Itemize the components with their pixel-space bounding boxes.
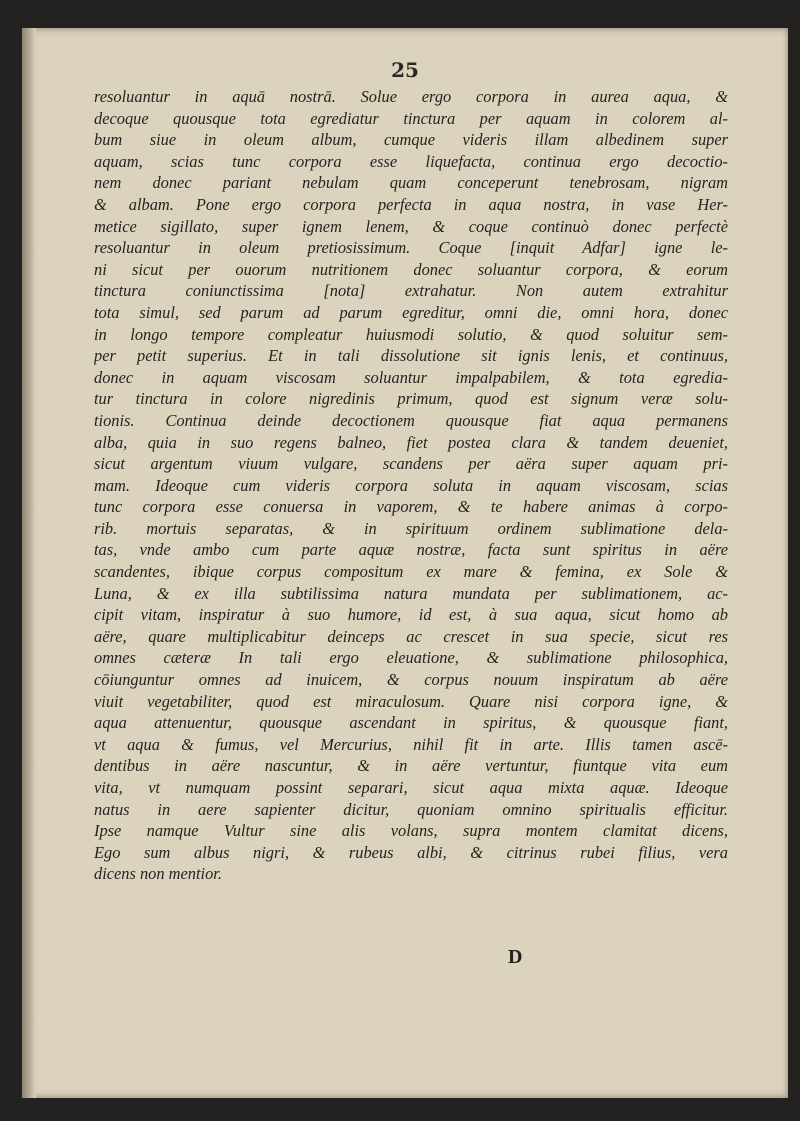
text-line: resoluantur in aquā nostrā. Solue ergo corpora in aurea aqua, & bbox=[94, 87, 728, 106]
text-line: sicut argentum viuum vulgare, scandens per aëra super aquam pri- bbox=[94, 454, 728, 474]
text-line: omnes cæteræ In tali ergo eleuatione, & sublimatione philosophica, bbox=[94, 648, 728, 668]
text-line: tunc corpora esse conuersa in vaporem, & te habere animas à corpo- bbox=[94, 497, 728, 517]
text-line: Ipse namque Vultur sine alis volans, supra montem clamitat dicens, bbox=[94, 821, 728, 841]
text-line: nem donec pariant nebulam quam conceperunt tenebrosam, nigram bbox=[94, 173, 728, 193]
text-line: metice sigillato, super ignem lenem, & coque continuò donec perfectè bbox=[94, 216, 728, 236]
text-line: aëre, quare multiplicabitur deinceps ac crescet in sua specie, sicut res bbox=[94, 626, 728, 646]
text-line: mam. Ideoque cum videris corpora soluta in aquam viscosam, scias bbox=[94, 475, 728, 495]
text-line: dentibus in aëre nascuntur, & in aëre vertuntur, fiuntque vita eum bbox=[94, 756, 728, 776]
text-line: viuit vegetabiliter, quod est miraculosum. Quare nisi corpora igne, & bbox=[94, 691, 728, 711]
text-line: bum siue in oleum album, cumque videris illam albedinem super bbox=[94, 130, 728, 150]
text-line: alba, quia in suo regens balneo, fiet postea clara & tandem deueniet, bbox=[94, 432, 728, 452]
text-line: tas, vnde ambo cum parte aquæ nostræ, facta sunt spiritus in aëre bbox=[94, 540, 728, 560]
page-number: 25 bbox=[391, 58, 419, 82]
text-line: tionis. Continua deinde decoctionem quousque fiat aqua permanens bbox=[94, 410, 728, 430]
body-text bbox=[94, 86, 728, 885]
text-line: vita, vt numquam possint separari, sicut aqua mixta aquæ. Ideoque bbox=[94, 778, 728, 797]
text-line: in longo tempore compleatur huiusmodi solutio, & quod soluitur sem- bbox=[94, 324, 728, 344]
text-line: tur tinctura in colore nigredinis primum, quod est signum veræ solu- bbox=[94, 389, 728, 409]
text-line: decoque quousque tota egrediatur tinctura per aquam in colorem al- bbox=[94, 108, 728, 128]
text-line: tinctura coniunctissima [nota] extrahatur. Non autem extrahitur bbox=[94, 281, 728, 301]
text-line: cipit vitam, inspiratur à suo humore, id est, à sua aqua, sicut homo ab bbox=[94, 605, 728, 625]
text-line: rib. mortuis separatas, & in spirituum ordinem sublimatione dela- bbox=[94, 518, 728, 538]
text-line: dicens non mentior. bbox=[94, 864, 222, 884]
text-line: per petit superius. Et in tali dissolutione sit ignis lenis, et continuus, bbox=[94, 346, 728, 366]
text-line: donec in aquam viscosam soluantur impalpabilem, & tota egredia- bbox=[94, 367, 728, 387]
text-line: Luna, & ex illa subtilissima natura mundata per sublimationem, ac- bbox=[94, 583, 728, 603]
text-line: Ego sum albus nigri, & rubeus albi, & citrinus rubei filius, vera bbox=[94, 842, 728, 862]
text-line: cōiunguntur omnes ad inuicem, & corpus nouum inspiratum ab aëre bbox=[94, 670, 728, 690]
book-page bbox=[22, 28, 788, 1098]
text-line: aqua attenuentur, quousque ascendant in spiritus, & quousque fiant, bbox=[94, 713, 728, 733]
text-line: scandentes, ibique corpus compositum ex mare & femina, ex Sole & bbox=[94, 562, 728, 582]
text-line: & albam. Pone ergo corpora perfecta in aqua nostra, in vase Her- bbox=[94, 194, 728, 214]
text-line: ni sicut per ouorum nutritionem donec soluantur corpora, & eorum bbox=[94, 259, 728, 279]
text-line: natus in aere sapienter dicitur, quoniam omnino spiritualis efficitur. bbox=[94, 799, 728, 819]
page-gutter bbox=[22, 28, 36, 1098]
text-line: vt aqua & fumus, vel Mercurius, nihil fit in arte. Illis tamen ascē- bbox=[94, 734, 728, 754]
signature-mark: D bbox=[508, 946, 523, 968]
text-line: resoluantur in oleum pretiosissimum. Coque [inquit Adfar] igne le- bbox=[94, 238, 728, 258]
text-line: tota simul, sed parum ad parum egreditur, omni die, omni hora, donec bbox=[94, 302, 728, 322]
text-line: aquam, scias tunc corpora esse liquefacta, continua ergo decoctio- bbox=[94, 151, 728, 171]
